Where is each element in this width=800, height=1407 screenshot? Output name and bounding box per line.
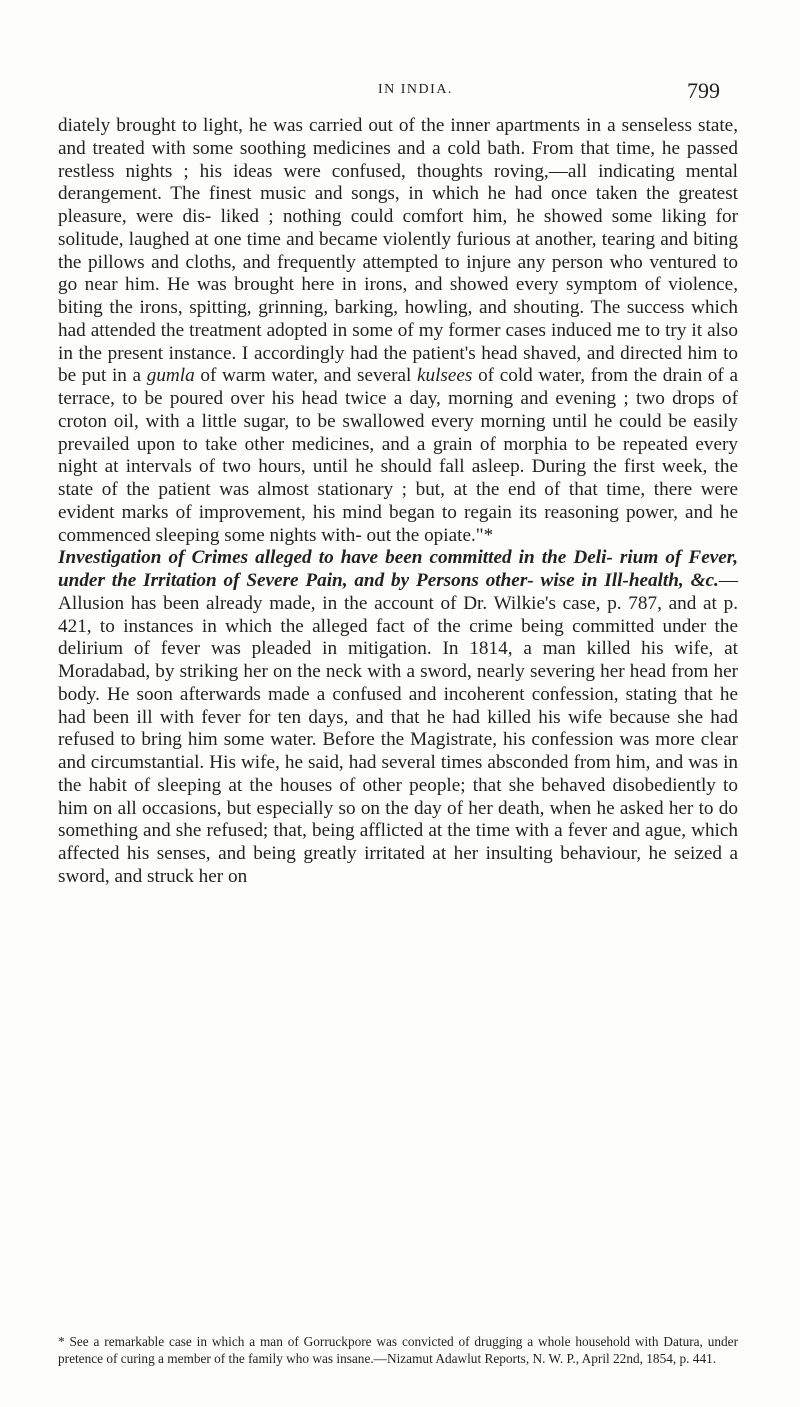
paragraph-text-part: of cold water, from the drain of a terrace, to be poured over his head twice a day, morning and evening ; two drops of croton oil, with a little sugar, to be swallowed every morning until he could be easily prevailed upon to take other medicines, and a grain of morphia to be repeated every night at intervals of two hours, until he should fall asleep. During the first week, the state of the patient was almost stationary ; but, at the end of that time, there were evident marks of improvement, his mind began to regain its reasoning power, and he commenced sleeping some nights with- out the opiate."* xyxy=(58,365,738,546)
paragraph-text-part: of warm water, and several xyxy=(194,365,417,387)
term-kulsees: kulsees xyxy=(416,365,473,387)
paragraph-text-part: diately brought to light, he was carried out of the inner apartments in a senseless state, and treated with some soothing medicines and a cold bath. From that time, he passed restless nights ; his ideas were confused, thoughts roving,—all indicating mental derangement. The finest music and songs, in which he had once taken the greatest pleasure, were dis- liked ; nothing could comfort him, he showed some liking for solitude, laughed at one time and became violently furious at another, tearing and biting the pillows and cloths, and frequently attempted to injure any person who ventured to go near him. He was brought here in irons, and showed every symptom of violence, biting the irons, spitting, grinning, barking, howling, and shouting. The success which had attended the treatment adopted in some of my former cases induced me to try it also in the present instance. I accordingly had the patient's head shaved, and directed him to be put in a xyxy=(58,115,738,387)
page-number: 799 xyxy=(687,78,720,103)
section-heading: Investigation of Crimes alleged to have been committed in the Deli- rium of Fever, under the Irritation of Severe Pain, and by Persons other- wise in Ill-health, &c. xyxy=(58,547,738,591)
paragraph-case-narrative xyxy=(58,115,738,547)
paragraph-text: —Allusion has been already made, in the account of Dr. Wilkie's case, p. 787, and at p. 421, to instances in which the alleged fact of the crime being committed under the delirium of fever was pleaded in mitigation. In 1814, a man killed his wife, at Moradabad, by striking her on the neck with a sword, nearly severing her head from her body. He soon afterwards made a confused and incoherent confession, stating that he had been ill with fever for ten days, and that he had killed his wife because she had refused to bring him some water. Before the Magistrate, his confession was more clear and circumstantial. His wife, he said, had several times absconded from him, and was in the habit of sleeping at the houses of other people; that she behaved disobediently to him on all occasions, but especially so on the day of her death, when he asked her to do something and she refused; that, being afflicted at the time with a fever and ague, which affected his senses, and being greatly irritated at her insulting behaviour, he seized a sword, and struck her on xyxy=(58,570,738,887)
term-gumla: gumla xyxy=(146,365,195,387)
body-text xyxy=(58,115,738,889)
footnote: * See a remarkable case in which a man of Gorruckpore was convicted of drugging a whole household with Datura, under pretence of curing a member of the family who was insane.—Nizamut Adawlut Reports, N. W. P., April 22nd, 1854, p. 441. xyxy=(58,1334,738,1366)
page-header xyxy=(0,78,800,108)
paragraph-investigation xyxy=(58,547,738,888)
running-head: IN INDIA. xyxy=(378,82,453,97)
